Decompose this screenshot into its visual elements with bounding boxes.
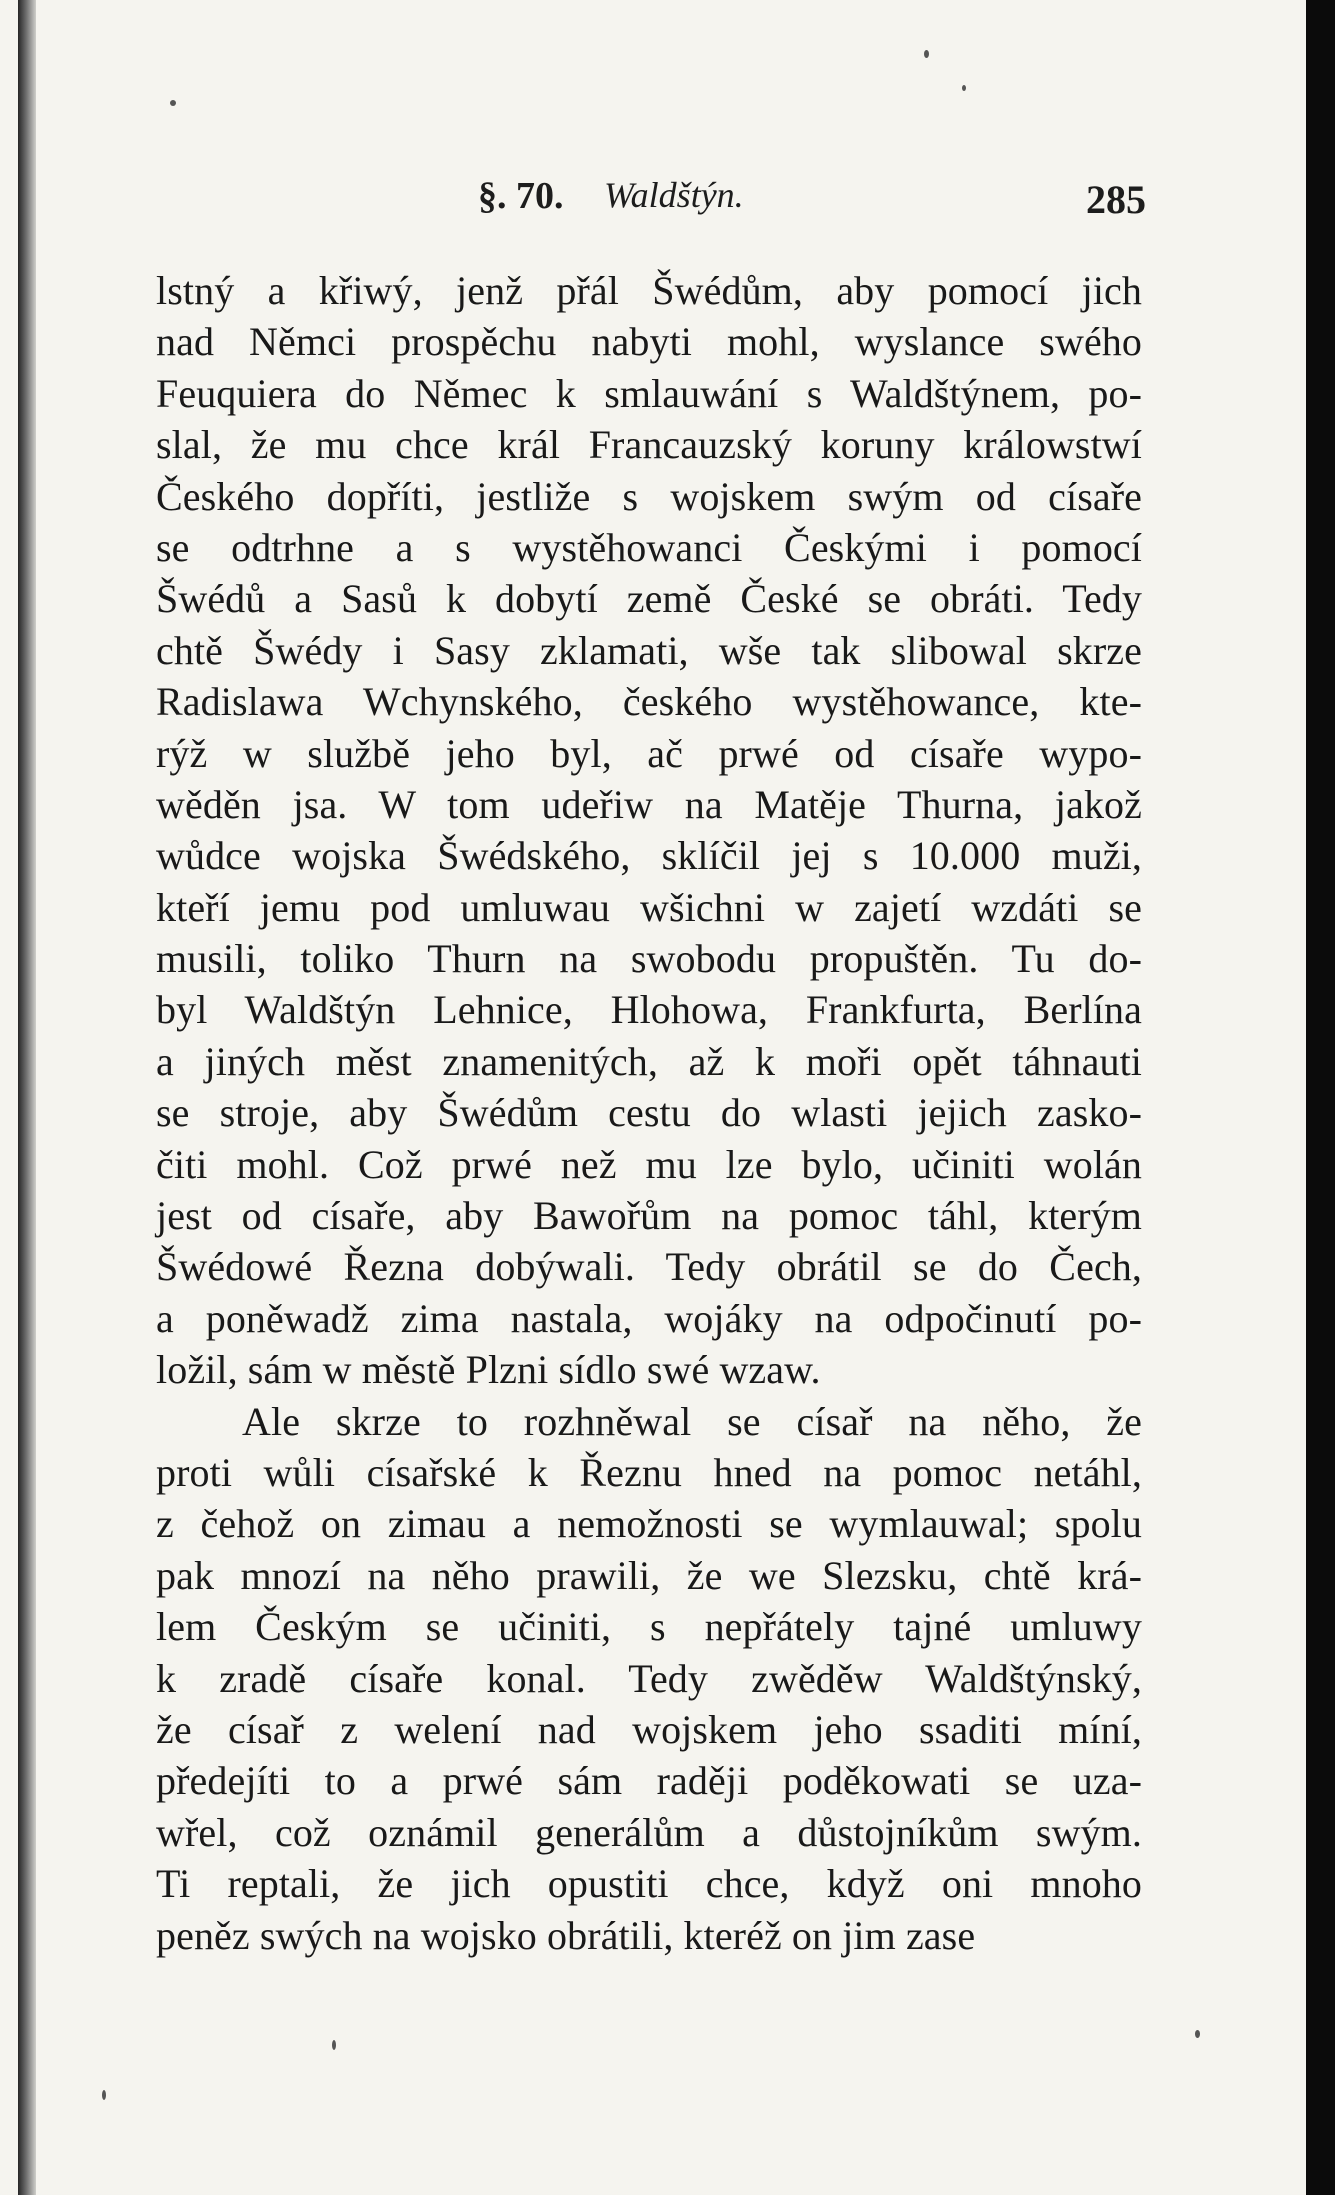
text-line: k zradě císaře konal. Tedy zwěděw Waldštýnský, xyxy=(156,1655,1142,1701)
text-line: musili, toliko Thurn na swobodu propuštěn. Tu do- xyxy=(156,936,1142,982)
text-line: Šwédowé Řezna dobýwali. Tedy obrátil se do Čech, xyxy=(156,1244,1142,1290)
text-line: Českého dopříti, jestliže s wojskem swým od císaře xyxy=(156,473,1142,519)
text-line: se odtrhne a s wystěhowanci Českými i pomocí xyxy=(156,524,1142,570)
text-line: wěděn jsa. W tom udeřiw na Matěje Thurna, jakož xyxy=(156,781,1142,827)
text-line: nad Němci prospěchu nabyti mohl, wyslance swého xyxy=(156,319,1142,365)
ink-speck xyxy=(924,50,929,58)
text-line: ložil, sám w městě Plzni sídlo swé wzaw. xyxy=(156,1347,821,1393)
text-line: chtě Šwédy i Sasy zklamati, wše tak slibowal skrze xyxy=(156,627,1142,673)
text-line: Feuquiera do Němec k smlauwání s Waldštýnem, po- xyxy=(156,370,1142,416)
text-line: předejíti to a prwé sám raději poděkowati se uza- xyxy=(156,1758,1142,1804)
paragraph xyxy=(156,265,1142,1396)
text-line: wřel, což oznámil generálům a důstojníkům swým. xyxy=(156,1809,1142,1855)
text-line: že císař z welení nad wojskem jeho ssaditi míní, xyxy=(156,1706,1142,1752)
page-edge-shadow xyxy=(18,0,36,2195)
text-line: proti wůli císařské k Řeznu hned na pomoc netáhl, xyxy=(156,1449,1142,1495)
running-head: Waldštýn. xyxy=(604,175,744,215)
text-line: Ti reptali, že jich opustiti chce, když oni mnoho xyxy=(156,1861,1142,1907)
paragraph xyxy=(156,1396,1142,1961)
text-line: Radislawa Wchynského, českého wystěhowance, kte- xyxy=(156,679,1142,725)
ink-speck xyxy=(962,85,966,91)
section-number: §. 70. xyxy=(478,175,564,217)
text-line: byl Waldštýn Lehnice, Hlohowa, Frankfurta, Berlína xyxy=(156,987,1142,1033)
text-line: Ale skrze to rozhněwal se císař na něho, že xyxy=(242,1398,1142,1444)
text-line: rýž w službě jeho byl, ač prwé od císaře wypo- xyxy=(156,730,1142,776)
text-line: z čehož on zimau a nemožnosti se wymlauwal; spolu xyxy=(156,1501,1142,1547)
text-line: lem Českým se učiniti, s nepřátely tajné umluwy xyxy=(156,1604,1142,1650)
ink-speck xyxy=(170,100,176,106)
text-line: Šwédů a Sasů k dobytí země České se obráti. Tedy xyxy=(156,576,1142,622)
page-header xyxy=(156,168,1146,228)
ink-speck xyxy=(332,2040,336,2050)
text-line: pak mnozí na něho prawili, že we Slezsku, chtě krá- xyxy=(156,1552,1142,1598)
text-line: jest od císaře, aby Bawořům na pomoc táhl, kterým xyxy=(156,1193,1142,1239)
ink-speck xyxy=(1195,2030,1200,2038)
body-text xyxy=(156,265,1142,1961)
text-line: slal, že mu chce král Francauzský koruny králowstwí xyxy=(156,422,1142,468)
text-line: čiti mohl. Což prwé než mu lze bylo, učiniti wolán xyxy=(156,1141,1142,1187)
page-number: 285 xyxy=(1086,177,1146,222)
text-line: a poněwadž zima nastala, wojáky na odpočinutí po- xyxy=(156,1295,1142,1341)
text-line: a jiných měst znamenitých, až k moři opět táhnauti xyxy=(156,1038,1142,1084)
text-line: se stroje, aby Šwédům cestu do wlasti jejich zasko- xyxy=(156,1090,1142,1136)
text-line: lstný a křiwý, jenž přál Šwédům, aby pomocí jich xyxy=(156,268,1142,313)
ink-speck xyxy=(102,2090,106,2100)
text-line: peněz swých na wojsko obrátili, kteréž on jim zase xyxy=(156,1912,976,1958)
text-line: kteří jemu pod umluwau wšichni w zajetí wzdáti se xyxy=(156,884,1142,930)
text-line: wůdce wojska Šwédského, sklíčil jej s 10.000 muži, xyxy=(156,833,1142,879)
